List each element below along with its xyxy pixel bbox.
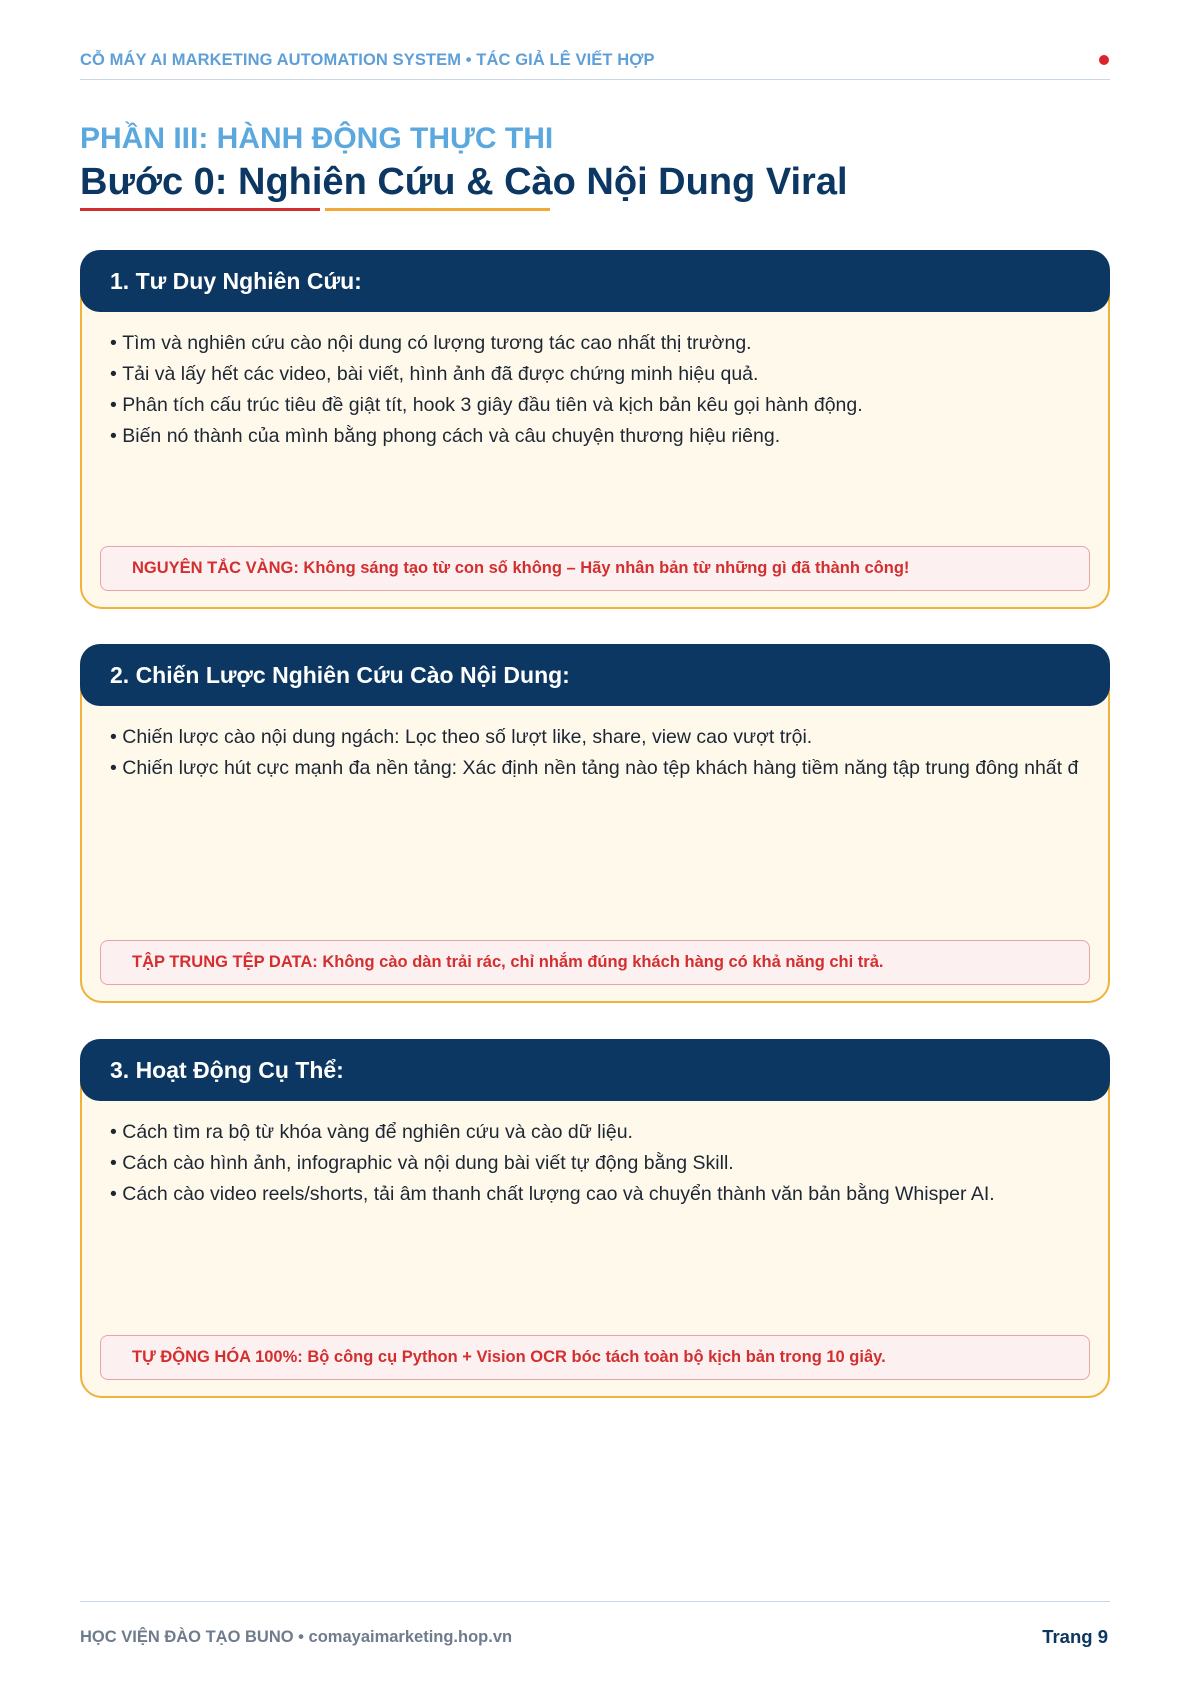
bullet-list [110,722,1078,784]
bullet-item: • Cách cào video reels/shorts, tải âm thanh chất lượng cao và chuyển thành văn bản bằng Whisper AI. [110,1179,995,1210]
callout-box [100,1335,1090,1380]
callout-box [100,546,1090,591]
callout-text: TẬP TRUNG TỆP DATA: Không cào dàn trải rác, chỉ nhắm đúng khách hàng có khả năng chi trả. [132,953,884,971]
section-title: 1. Tư Duy Nghiên Cứu: [110,267,362,294]
callout-box [100,940,1090,985]
section-card-research-mindset [80,250,1110,609]
page-number: Trang 9 [1042,1626,1108,1647]
header-divider [80,79,1110,80]
section-header [80,644,1110,706]
header-dot-icon [1099,55,1109,65]
title-underline-orange [325,208,550,211]
title-underline-red [80,208,320,211]
bullet-item: • Tìm và nghiên cứu cào nội dung có lượng tương tác cao nhất thị trường. [110,328,863,359]
section-header [80,1039,1110,1101]
section-header [80,250,1110,312]
footer-divider [80,1601,1110,1602]
section-card-strategy [80,644,1110,1003]
bullet-item: • Cách cào hình ảnh, infographic và nội dung bài viết tự động bằng Skill. [110,1148,995,1179]
section-title: 2. Chiến Lược Nghiên Cứu Cào Nội Dung: [110,661,570,688]
bullet-item: • Chiến lược hút cực mạnh đa nền tảng: Xác định nền tảng nào tệp khách hàng tiềm năng tập trung đông nhất đ [110,753,1078,784]
callout-text: NGUYÊN TẮC VÀNG: Không sáng tạo từ con số không – Hãy nhân bản từ những gì đã thành công! [132,559,910,577]
part-label: PHẦN III: HÀNH ĐỘNG THỰC THI [80,122,554,155]
callout-text: TỰ ĐỘNG HÓA 100%: Bộ công cụ Python + Vision OCR bóc tách toàn bộ kịch bản trong 10 giây. [132,1348,886,1366]
section-title: 3. Hoạt Động Cụ Thể: [110,1056,344,1083]
section-card-activities [80,1039,1110,1398]
bullet-item: • Chiến lược cào nội dung ngách: Lọc theo số lượt like, share, view cao vượt trội. [110,722,1078,753]
footer-organization: HỌC VIỆN ĐÀO TẠO BUNO • comayaimarketing.hop.vn [80,1628,513,1646]
bullet-list [110,328,863,452]
running-header-title: CỖ MÁY AI MARKETING AUTOMATION SYSTEM • TÁC GIẢ LÊ VIẾT HỢP [80,51,655,69]
bullet-item: • Phân tích cấu trúc tiêu đề giật tít, hook 3 giây đầu tiên và kịch bản kêu gọi hành động. [110,390,863,421]
bullet-item: • Tải và lấy hết các video, bài viết, hình ảnh đã được chứng minh hiệu quả. [110,359,863,390]
bullet-item: • Biến nó thành của mình bằng phong cách và câu chuyện thương hiệu riêng. [110,421,863,452]
bullet-item: • Cách tìm ra bộ từ khóa vàng để nghiên cứu và cào dữ liệu. [110,1117,995,1148]
bullet-list [110,1117,995,1210]
page-title: Bước 0: Nghiên Cứu & Cào Nội Dung Viral [80,161,848,203]
